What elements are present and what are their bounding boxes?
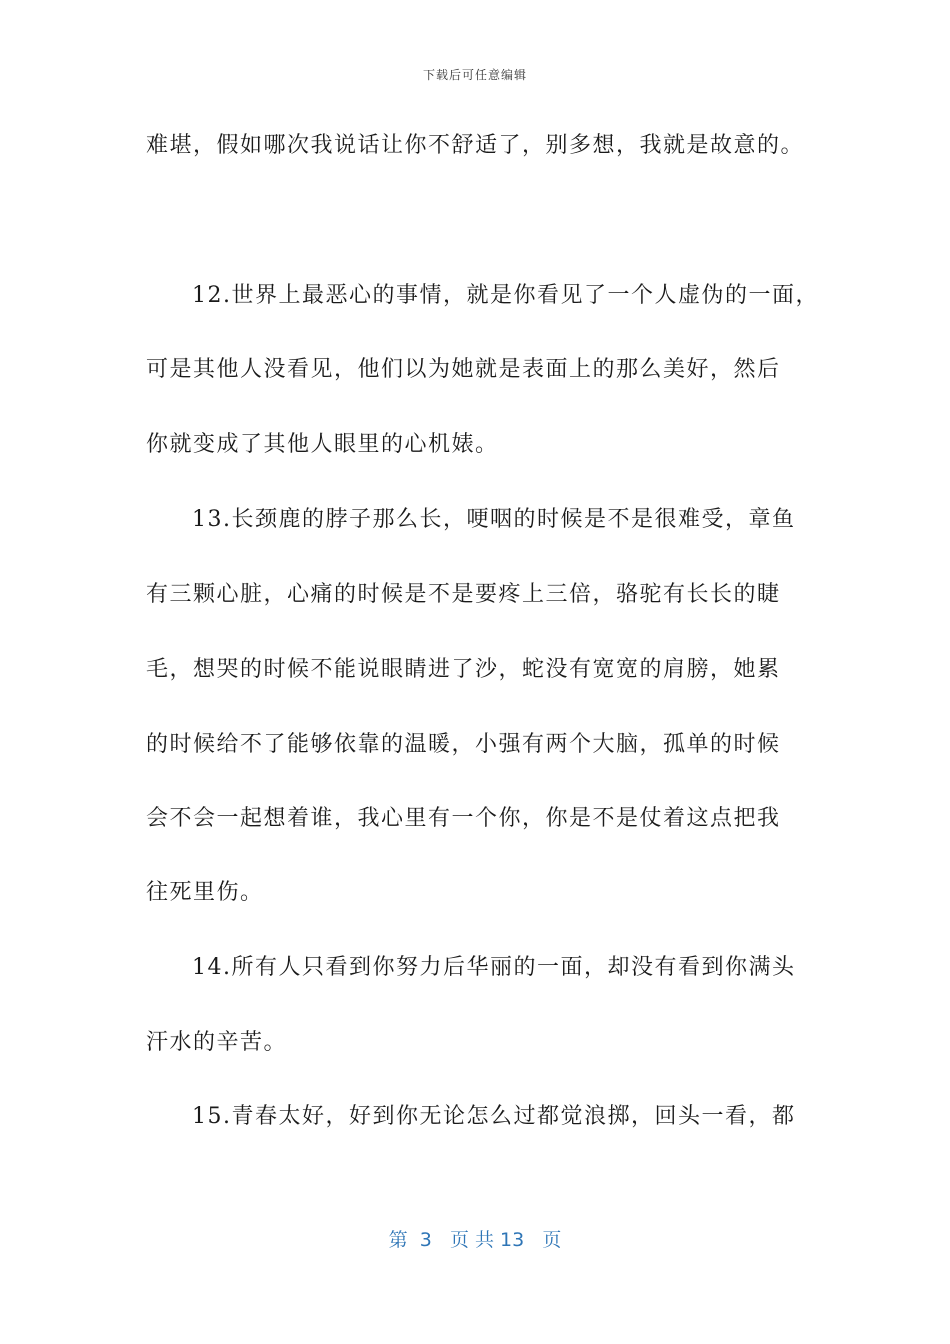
text-line: 可是其他人没看见，他们以为她就是表面上的那么美好，然后 — [146, 357, 781, 382]
footer-prefix: 第 — [388, 1229, 408, 1251]
footer-suffix: 页 — [542, 1229, 562, 1251]
text-line: 会不会一起想着谁，我心里有一个你，你是不是仗着这点把我 — [146, 806, 781, 831]
text-line: 13.长颈鹿的脖子那么长，哽咽的时候是不是很难受，章鱼 — [192, 507, 796, 532]
text-line: 毛，想哭的时候不能说眼睛进了沙，蛇没有宽宽的肩膀，她累 — [146, 657, 781, 682]
text-line: 15.青春太好，好到你无论怎么过都觉浪掷，回头一看，都 — [192, 1104, 796, 1129]
text-line: 难堪，假如哪次我说话让你不舒适了，别多想，我就是故意的。 — [146, 133, 805, 158]
page-header-note: 下载后可任意编辑 — [422, 68, 527, 82]
text-line: 的时候给不了能够依靠的温暖，小强有两个大脑，孤单的时候 — [146, 732, 781, 757]
text-line: 汗水的辛苦。 — [146, 1030, 288, 1055]
text-line: 往死里伤。 — [146, 880, 264, 905]
text-line: 14.所有人只看到你努力后华丽的一面，却没有看到你满头 — [192, 955, 796, 980]
text-line: 12.世界上最恶心的事情，就是你看见了一个人虚伪的一面， — [192, 283, 819, 308]
footer-middle: 页 共 — [449, 1229, 494, 1251]
current-page-number: 3 — [419, 1229, 432, 1251]
text-line: 有三颗心脏，心痛的时候是不是要疼上三倍，骆驼有长长的睫 — [146, 582, 781, 607]
total-pages-number: 13 — [500, 1229, 525, 1251]
text-line: 你就变成了其他人眼里的心机婊。 — [146, 432, 499, 457]
page-footer — [0, 1225, 950, 1252]
